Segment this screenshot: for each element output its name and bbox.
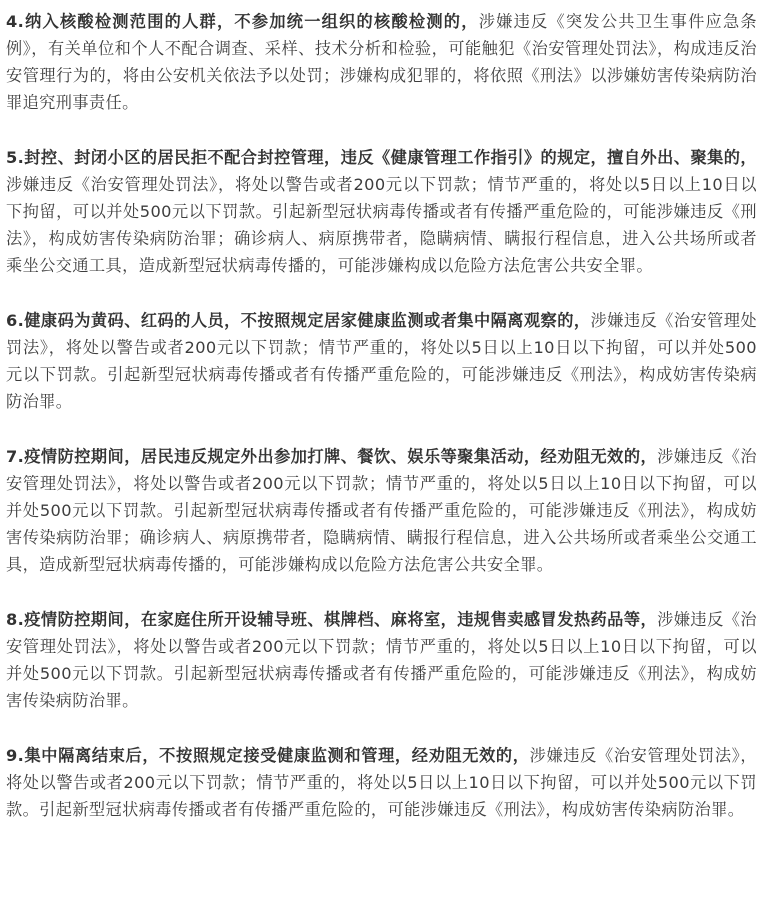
regulation-item-5: [6, 144, 757, 279]
item-lead: 6.健康码为黄码、红码的人员，不按照规定居家健康监测或者集中隔离观察的，: [6, 311, 591, 330]
item-lead: 5.封控、封闭小区的居民拒不配合封控管理，违反《健康管理工作指引》的规定，擅自外出、聚集的，: [6, 148, 757, 167]
item-body: 涉嫌违反《治安管理处罚法》，将处以警告或者200元以下罚款；情节严重的，将处以5日以上10日以下拘留，可以并处500元以下罚款。引起新型冠状病毒传播或者有传播严重危险的，可能涉嫌违反《刑法》，构成妨害传染病防治罪；确诊病人、病原携带者，隐瞒病情、瞒报行程信息，进入公共场所或者乘坐公交通工具，造成新型冠状病毒传播的，可能涉嫌构成以危险方法危害公共安全罪。: [6, 447, 757, 574]
item-lead: 4.纳入核酸检测范围的人群，不参加统一组织的核酸检测的，: [6, 12, 479, 31]
item-body: 涉嫌违反《治安管理处罚法》，将处以警告或者200元以下罚款；情节严重的，将处以5日以上10日以下拘留，可以并处500元以下罚款。引起新型冠状病毒传播或者有传播严重危险的，可能涉嫌违反《刑法》，构成妨害传染病防治罪；确诊病人、病原携带者，隐瞒病情、瞒报行程信息，进入公共场所或者乘坐公交通工具，造成新型冠状病毒传播的，可能涉嫌构成以危险方法危害公共安全罪。: [6, 175, 757, 275]
regulation-item-7: [6, 443, 757, 578]
regulation-item-9: [6, 742, 757, 823]
regulation-item-6: [6, 307, 757, 415]
item-lead: 7.疫情防控期间，居民违反规定外出参加打牌、餐饮、娱乐等聚集活动，经劝阻无效的，: [6, 447, 658, 466]
item-body: 涉嫌违反《治安管理处罚法》，将处以警告或者200元以下罚款；情节严重的，将处以5日以上10日以下拘留，可以并处500元以下罚款。引起新型冠状病毒传播或者有传播严重危险的，可能涉嫌违反《刑法》，构成妨害传染病防治罪。: [6, 610, 757, 710]
item-body: 涉嫌违反《治安管理处罚法》，将处以警告或者200元以下罚款；情节严重的，将处以5日以上10日以下拘留，可以并处500元以下罚款。引起新型冠状病毒传播或者有传播严重危险的，可能涉嫌违反《刑法》，构成妨害传染病防治罪。: [6, 746, 757, 819]
regulation-item-8: [6, 606, 757, 714]
item-body: 涉嫌违反《突发公共卫生事件应急条例》，有关单位和个人不配合调查、采样、技术分析和检验，可能触犯《治安管理处罚法》，构成违反治安管理行为的，将由公安机关依法予以处罚；涉嫌构成犯罪的，将依照《刑法》以涉嫌妨害传染病防治罪追究刑事责任。: [6, 12, 757, 112]
item-lead: 8.疫情防控期间，在家庭住所开设辅导班、棋牌档、麻将室，违规售卖感冒发热药品等，: [6, 610, 658, 629]
regulation-item-4: [6, 8, 757, 116]
item-body: 涉嫌违反《治安管理处罚法》，将处以警告或者200元以下罚款；情节严重的，将处以5日以上10日以下拘留，可以并处500元以下罚款。引起新型冠状病毒传播或者有传播严重危险的，可能涉嫌违反《刑法》，构成妨害传染病防治罪。: [6, 311, 758, 411]
item-lead: 9.集中隔离结束后，不按照规定接受健康监测和管理，经劝阻无效的，: [6, 746, 530, 765]
